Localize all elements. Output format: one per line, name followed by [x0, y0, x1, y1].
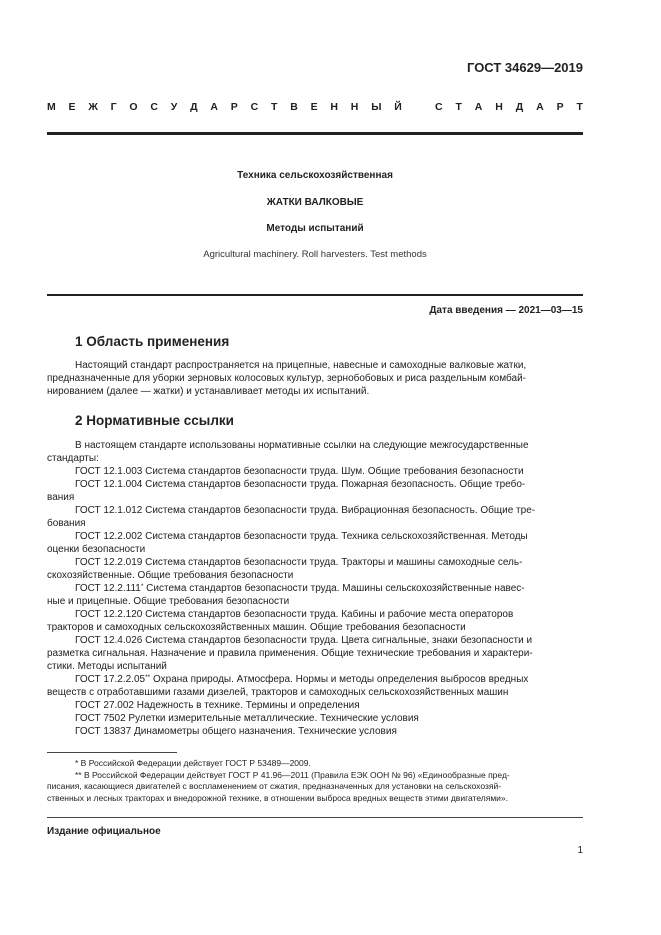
banner-letter: Ж — [88, 101, 98, 113]
banner-letter: Р — [556, 101, 564, 113]
footnote-marker: ** — [145, 674, 151, 681]
banner-letter: У — [170, 101, 178, 113]
reference-line: ГОСТ 27.002 Надежность в технике. Термины и определения — [75, 700, 360, 711]
reference-line: вания — [47, 492, 75, 503]
banner-letter: Й — [394, 101, 402, 113]
reference-title: Система стандартов безопасности труда. Машины сельскохозяйственные навес- — [146, 583, 525, 594]
reference-line: ные и прицепные. Общие требования безопасности — [47, 596, 290, 607]
banner-letter: Н — [330, 101, 338, 113]
banner-letter: Е — [310, 101, 318, 113]
reference-line: оценки безопасности — [47, 544, 146, 555]
banner-letter: А — [536, 101, 544, 113]
section-1-heading: 1 Область применения — [75, 334, 230, 349]
reference-line: ГОСТ 12.1.012 Система стандартов безопасности труда. Вибрационная безопасность. Общие тре- — [75, 505, 536, 516]
reference-line: ГОСТ 12.1.003 Система стандартов безопасности труда. Шум. Общие требования безопасности — [75, 466, 524, 477]
banner-letter: Ы — [371, 101, 382, 113]
text-line: Настоящий стандарт распространяется на прицепные, навесные и самоходные валковые жатки, — [75, 360, 527, 371]
footnote-divider — [47, 752, 177, 753]
banner-letter: С — [150, 101, 158, 113]
footnote-1: * В Российской Федерации действует ГОСТ Р 53489—2009. — [75, 758, 311, 768]
banner-letter: А — [474, 101, 483, 113]
reference-line: скохозяйственные. Общие требования безопасности — [47, 570, 294, 581]
title-sub: Методы испытаний — [266, 223, 364, 234]
reference-line: бования — [47, 518, 86, 529]
standard-kind-word-1 — [47, 101, 402, 113]
reference-line: ГОСТ 12.2.019 Система стандартов безопасности труда. Тракторы и машины самоходные сель- — [75, 557, 523, 568]
reference-line: ГОСТ 12.1.004 Система стандартов безопасности труда. Пожарная безопасность. Общие требо- — [75, 479, 526, 490]
banner-letter: Н — [350, 101, 359, 113]
reference-line: ГОСТ 12.4.026 Система стандартов безопасности труда. Цвета сигнальные, знаки безопасности и — [75, 635, 533, 646]
reference-line: ГОСТ 12.2.002 Система стандартов безопасности труда. Техника сельскохозяйственная. Методы — [75, 531, 528, 542]
edition-divider — [47, 817, 583, 818]
title-block — [47, 170, 583, 260]
standard-kind-banner — [47, 101, 583, 113]
reference-line: ГОСТ 13837 Динамометры общего назначения. Технические условия — [75, 726, 397, 737]
banner-letter: М — [47, 101, 56, 113]
reference-code: ГОСТ 17.2.2.05 — [75, 674, 146, 685]
reference-line: ГОСТ 12.2.120 Система стандартов безопасности труда. Кабины и рабочие места операторов — [75, 609, 514, 620]
footnotes — [47, 758, 583, 804]
text-line: предназначенные для уборки зерновых колосовых культур, зернобобовых и риса раздельным комбай- — [47, 373, 526, 384]
title-main: ЖАТКИ ВАЛКОВЫЕ — [266, 197, 364, 208]
section-1-body — [47, 359, 583, 398]
reference-line: веществ с отработавшими газами дизелей, тракторов и самоходных сельскохозяйственных машин — [47, 687, 509, 698]
reference-line — [47, 673, 583, 686]
reference-title: Охрана природы. Атмосфера. Нормы и методы определения выбросов вредных — [152, 674, 529, 685]
official-edition-label: Издание официальное — [47, 826, 161, 837]
reference-line: разметка сигнальная. Назначение и правила применения. Общие технические требования и характери- — [47, 648, 533, 659]
text-line: стандарты: — [47, 453, 99, 464]
banner-letter: Р — [230, 101, 238, 113]
banner-letter: О — [129, 101, 138, 113]
banner-letter: Д — [515, 101, 524, 113]
footnote-2-line: ственных и лесных тракторах и внедорожной технике, в отношении выброса вредных веществ этими двигателями». — [47, 792, 509, 803]
reference-code: ГОСТ 12.2.111 — [75, 583, 141, 594]
page-number: 1 — [577, 845, 583, 856]
footnote-2-line: писания, касающиеся двигателей с воспламенением от сжатия, предназначенных для установки на сельскохозяй- — [47, 781, 502, 791]
banner-letter: А — [210, 101, 218, 113]
banner-letter: Е — [68, 101, 76, 113]
banner-letter: Т — [270, 101, 278, 113]
banner-letter: С — [250, 101, 259, 113]
banner-letter: Т — [576, 101, 583, 113]
title-divider — [47, 294, 583, 296]
reference-line: ГОСТ 7502 Рулетки измерительные металлические. Технические условия — [75, 713, 419, 724]
reference-line — [47, 582, 583, 595]
banner-letter: Д — [190, 101, 198, 113]
reference-line: тракторов и самоходных сельскохозяйственных машин. Общие требования безопасности — [47, 622, 466, 633]
footnote-2-line: ** В Российской Федерации действует ГОСТ Р 41.96—2011 (Правила ЕЭК ООН № 96) «Единообразные пред- — [75, 769, 510, 780]
text-line: В настоящем стандарте использованы нормативные ссылки на следующие межгосударственные — [75, 440, 529, 451]
section-2-body — [47, 439, 583, 738]
banner-letter: Г — [110, 101, 117, 113]
top-divider — [47, 132, 583, 135]
section-2-heading: 2 Нормативные ссылки — [75, 413, 234, 428]
title-category: Техника сельскохозяйственная — [237, 170, 393, 181]
text-line: нированием (далее — жатки) и устанавливает методы их испытаний. — [47, 386, 370, 397]
banner-letter: С — [435, 101, 443, 113]
banner-letter: Н — [495, 101, 503, 113]
footnote-marker: * — [140, 583, 144, 590]
standard-number: ГОСТ 34629—2019 — [467, 60, 583, 75]
title-english: Agricultural machinery. Roll harvesters. Test methods — [203, 249, 427, 260]
document-page — [47, 0, 583, 935]
banner-letter: Т — [455, 101, 462, 113]
reference-line: стики. Методы испытаний — [47, 661, 167, 672]
standard-kind-word-2 — [435, 101, 583, 113]
banner-letter: В — [290, 101, 298, 113]
introduction-date: Дата введения — 2021—03—15 — [429, 305, 583, 316]
